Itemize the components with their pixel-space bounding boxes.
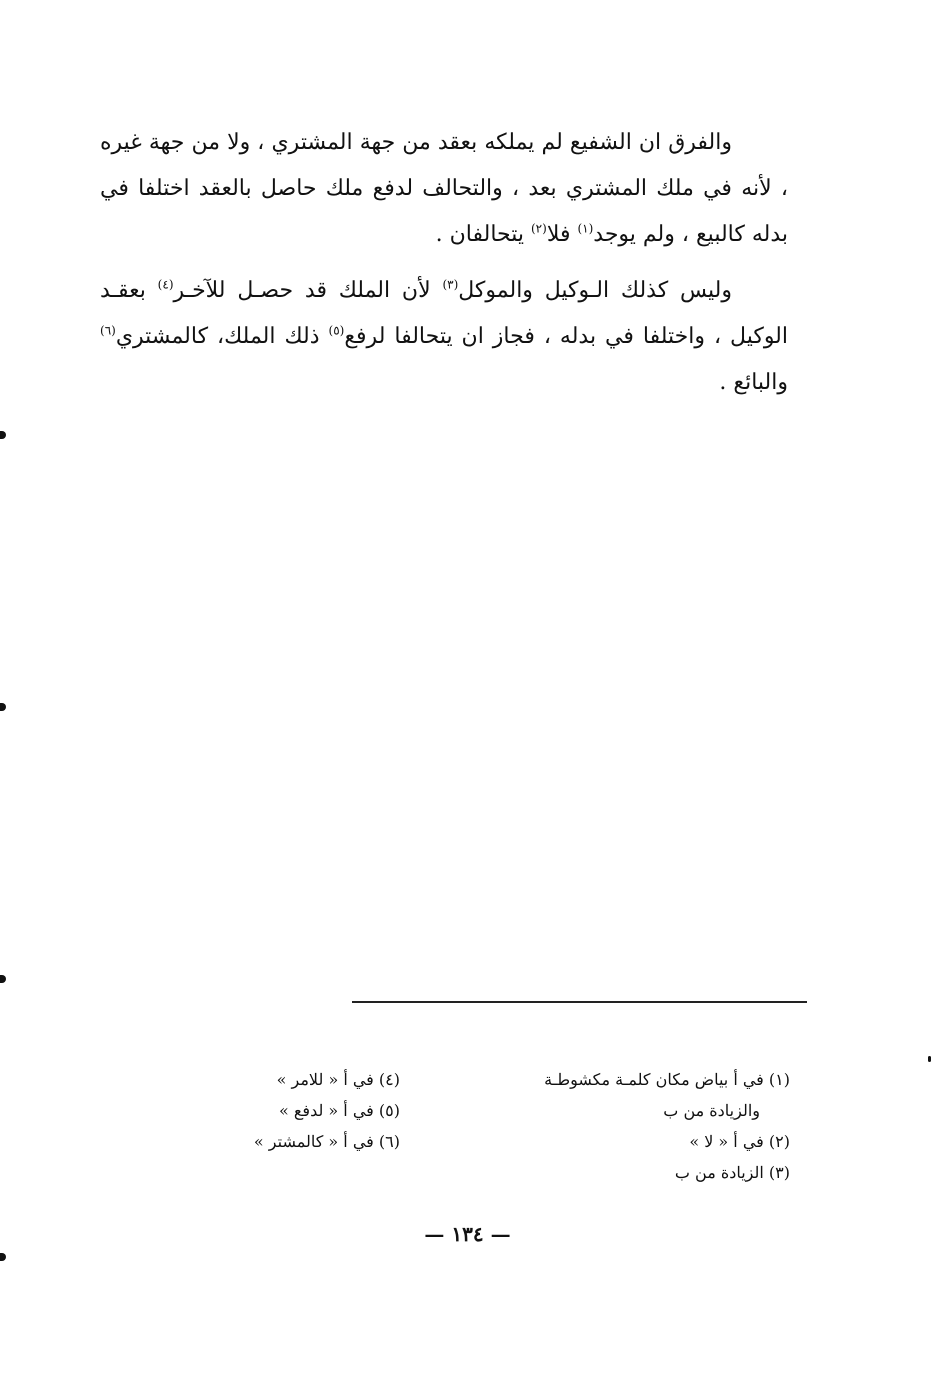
footnote-ref-5[interactable]: (٥) — [328, 323, 345, 338]
footnote-ref-1[interactable]: (١) — [577, 221, 594, 236]
text-run: يتحالفان . — [435, 222, 531, 247]
footnote-ref-6[interactable]: (٦) — [100, 323, 116, 338]
scan-edge-mark — [0, 975, 6, 983]
main-text — [100, 120, 788, 416]
footnote-5: (٥) في أ « لدفع » — [279, 1101, 400, 1120]
text-run: وليس كذلك الـوكيل والموكل — [458, 278, 733, 303]
footnote-2: (٢) في أ « لا » — [689, 1132, 790, 1151]
text-run: بعقـد الوكيل ، واختلفا في بدله ، فجاز ان يتحالفا لرفع — [100, 278, 788, 349]
footnote-1-continuation: والزيادة من ب — [663, 1101, 760, 1120]
paragraph-1 — [100, 120, 788, 258]
footnotes-left-column — [210, 1064, 400, 1157]
scan-edge-mark — [928, 1056, 931, 1062]
text-run: والبائع . — [719, 370, 788, 395]
text-run: والفرق ان الشفيع لم يملكه بعقد من جهة المشتري ، ولا من جهة غيره ، لأنه في ملك المشتري بعد ، والتحالف لدفع ملك حاصل بالعقد اختلفا في بدله كالبيع ، ولم يوجد — [100, 130, 788, 247]
footnote-ref-3[interactable]: (٣) — [442, 277, 459, 292]
footnote-separator-rule — [352, 1001, 807, 1003]
scan-edge-mark — [0, 1253, 6, 1261]
text-run: ذلك الملك، كالمشتري — [115, 324, 329, 349]
footnote-ref-4[interactable]: (٤) — [157, 277, 174, 292]
footnote-4: (٤) في أ « للامر » — [276, 1070, 400, 1089]
footnotes-right-column — [470, 1064, 790, 1188]
page-number: — ١٣٤ — — [424, 1222, 511, 1246]
footnote-1: (١) في أ بياض مكان كلمـة مكشوطـة — [544, 1070, 790, 1089]
scan-edge-mark — [0, 703, 6, 711]
footnote-ref-2[interactable]: (٢) — [530, 221, 547, 236]
footnote-3: (٣) الزيادة من ب — [674, 1163, 790, 1182]
text-run: فلا — [546, 222, 578, 247]
scan-edge-mark — [0, 431, 6, 439]
footnote-6: (٦) في أ « كالمشتر » — [253, 1132, 400, 1151]
paragraph-2 — [100, 268, 788, 406]
text-run: لأن الملك قد حصـل للآخـر — [173, 278, 443, 303]
